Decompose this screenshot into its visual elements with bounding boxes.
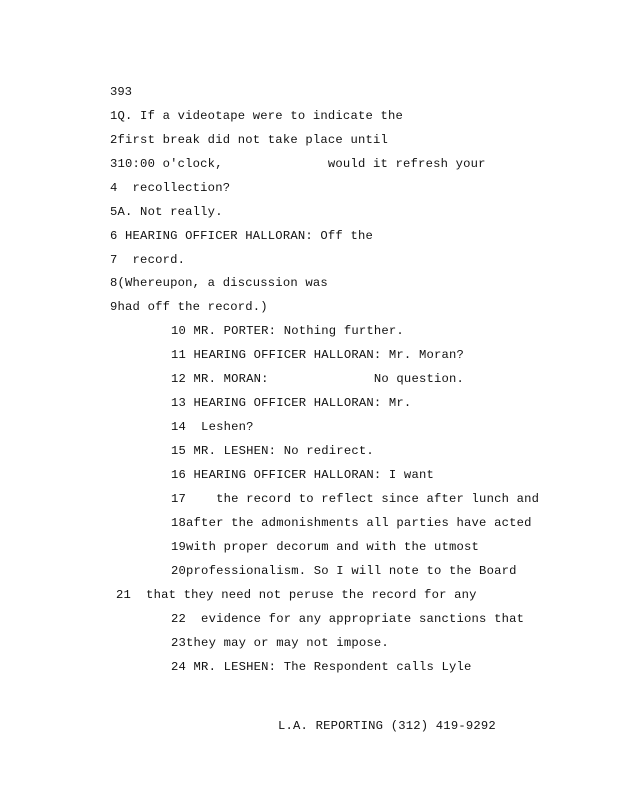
transcript-line-18: 18after the admonishments all parties have acted (171, 516, 532, 530)
transcript-line-20: 20professionalism. So I will note to the Board (171, 564, 517, 578)
transcript-line-6: 6 HEARING OFFICER HALLORAN: Off the (110, 229, 373, 243)
transcript-line-16: 16 HEARING OFFICER HALLORAN: I want (171, 468, 434, 482)
transcript-line-14: 14 Leshen? (171, 420, 254, 434)
transcript-line-17: 17 the record to reflect since after lunch and (171, 492, 540, 506)
transcript-line-4: 4 recollection? (110, 181, 231, 195)
transcript-line-13: 13 HEARING OFFICER HALLORAN: Mr. (171, 396, 412, 410)
transcript-line-8: 8(Whereupon, a discussion was (110, 276, 328, 290)
transcript-line-21: 21 that they need not peruse the record for any (116, 588, 477, 602)
transcript-line-23: 23they may or may not impose. (171, 636, 389, 650)
page-number: 393 (110, 85, 132, 99)
transcript-line-24: 24 MR. LESHEN: The Respondent calls Lyle (171, 660, 472, 674)
transcript-line-22: 22 evidence for any appropriate sanctions that (171, 612, 525, 626)
transcript-line-19: 19with proper decorum and with the utmost (171, 540, 480, 554)
transcript-line-12: 12 MR. MORAN: No question. (171, 372, 465, 386)
transcript-line-15: 15 MR. LESHEN: No redirect. (171, 444, 374, 458)
transcript-line-10: 10 MR. PORTER: Nothing further. (171, 324, 404, 338)
transcript-line-11: 11 HEARING OFFICER HALLORAN: Mr. Moran? (171, 348, 465, 362)
transcript-line-1: 1Q. If a videotape were to indicate the (110, 109, 404, 123)
transcript-line-9: 9had off the record.) (110, 300, 268, 314)
transcript-line-3: 310:00 o'clock, would it refresh your (110, 157, 486, 171)
transcript-line-7: 7 record. (110, 253, 186, 267)
reporting-footer: L.A. REPORTING (312) 419-9292 (278, 719, 496, 733)
transcript-line-5: 5A. Not really. (110, 205, 223, 219)
transcript-line-2: 2first break did not take place until (110, 133, 389, 147)
